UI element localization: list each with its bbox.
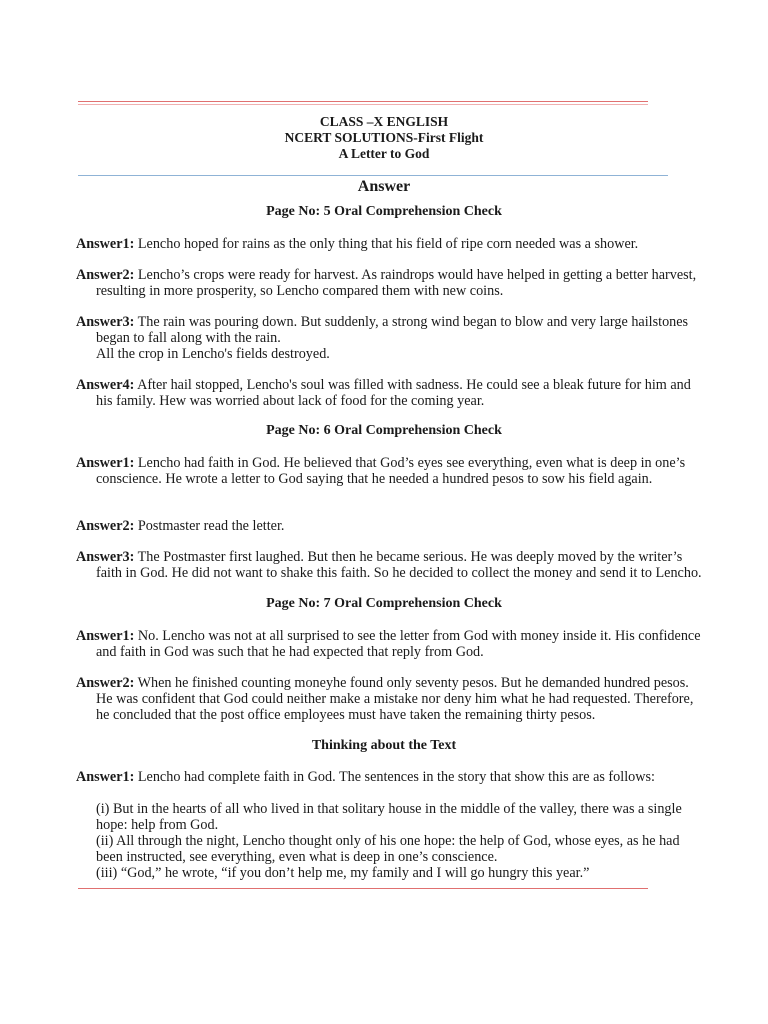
- bottom-divider: [78, 888, 648, 889]
- answer-label: Answer1:: [76, 769, 135, 785]
- answer-text: After hail stopped, Lencho's soul was filled with sadness. He could see a bleak future for him and his family. Hew was worried about lack of food for the coming year.: [96, 377, 691, 409]
- thinking-answer1: [76, 769, 706, 785]
- answer-text: The rain was pouring down. But suddenly, a strong wind began to blow and very large hailstones began to fall along with the rain.: [96, 314, 689, 346]
- answer-text: No. Lencho was not at all surprised to see the letter from God with money inside it. His confidence and faith in God was such that he had expected that reply from God.: [96, 628, 701, 660]
- page5-answer3: [76, 314, 706, 362]
- answer-label: Answer1:: [76, 628, 135, 644]
- answer-label: Answer2:: [76, 518, 135, 534]
- answer-text: The Postmaster first laughed. But then he became serious. He was deeply moved by the writer’s faith in God. He did not want to shake this faith. So he decided to collect the money and send it to Lencho.: [96, 549, 702, 581]
- answer-text: Postmaster read the letter.: [134, 518, 285, 534]
- header-chapter-title: A Letter to God: [338, 146, 430, 161]
- section-heading-page6: Page No: 6 Oral Comprehension Check: [266, 423, 502, 438]
- answer-heading: Answer: [357, 178, 411, 195]
- answer-label: Answer1:: [76, 455, 135, 471]
- page5-answer4: [76, 377, 706, 409]
- answer-label: Answer3:: [76, 549, 135, 565]
- answer-text: Lencho hoped for rains as the only thing that his field of ripe corn needed was a shower.: [134, 236, 639, 252]
- answer-label: Answer2:: [76, 267, 135, 283]
- section-heading-page7: Page No: 7 Oral Comprehension Check: [266, 596, 502, 611]
- page6-answer3: [76, 549, 706, 581]
- header-divider: [78, 175, 668, 176]
- answer-text-extra: All the crop in Lencho's fields destroyed.: [96, 346, 330, 362]
- answer-label: Answer2:: [76, 675, 135, 691]
- page5-answer2: [76, 267, 706, 299]
- page6-answer1: [76, 455, 706, 487]
- answer-label: Answer4:: [76, 377, 135, 393]
- section-heading-thinking: Thinking about the Text: [311, 738, 457, 753]
- page7-answer2: [76, 675, 706, 723]
- thinking-answer1-items: [76, 801, 686, 881]
- answer-label: Answer1:: [76, 236, 135, 252]
- answer-label: Answer3:: [76, 314, 135, 330]
- quote-item: (i) But in the hearts of all who lived in that solitary house in the middle of the valley, there was a single hope: help from God.: [96, 801, 682, 833]
- quote-item: (ii) All through the night, Lencho thought only of his one hope: the help of God, whose eyes, as he had been instructed, see everything, even what is deep in one’s conscience.: [96, 833, 680, 865]
- page5-answer1: [76, 236, 706, 252]
- answer-text: When he finished counting moneyhe found only seventy pesos. But he demanded hundred pesos. He was confident that God could neither make a mistake nor deny him what he had requested. Therefore, he concluded that the post office employees must have taken the remaining thirty pesos.: [96, 675, 694, 723]
- quote-item: (iii) “God,” he wrote, “if you don’t help me, my family and I will go hungry this year.”: [96, 865, 590, 881]
- top-divider: [78, 101, 648, 102]
- answer-text: Lencho had complete faith in God. The sentences in the story that show this are as follows:: [134, 769, 655, 785]
- top-divider-secondary: [78, 104, 648, 105]
- header-class: CLASS –X ENGLISH: [319, 114, 449, 129]
- header-subject: NCERT SOLUTIONS-First Flight: [284, 130, 484, 145]
- page7-answer1: [76, 628, 706, 660]
- page6-answer2: [76, 518, 706, 534]
- answer-text: Lencho had faith in God. He believed that God’s eyes see everything, even what is deep in one’s conscience. He wrote a letter to God saying that he needed a hundred pesos to sow his field again.: [96, 455, 686, 487]
- answer-text: Lencho’s crops were ready for harvest. As raindrops would have helped in getting a better harvest, resulting in more prosperity, so Lencho compared them with new coins.: [96, 267, 697, 299]
- section-heading-page5: Page No: 5 Oral Comprehension Check: [266, 204, 502, 219]
